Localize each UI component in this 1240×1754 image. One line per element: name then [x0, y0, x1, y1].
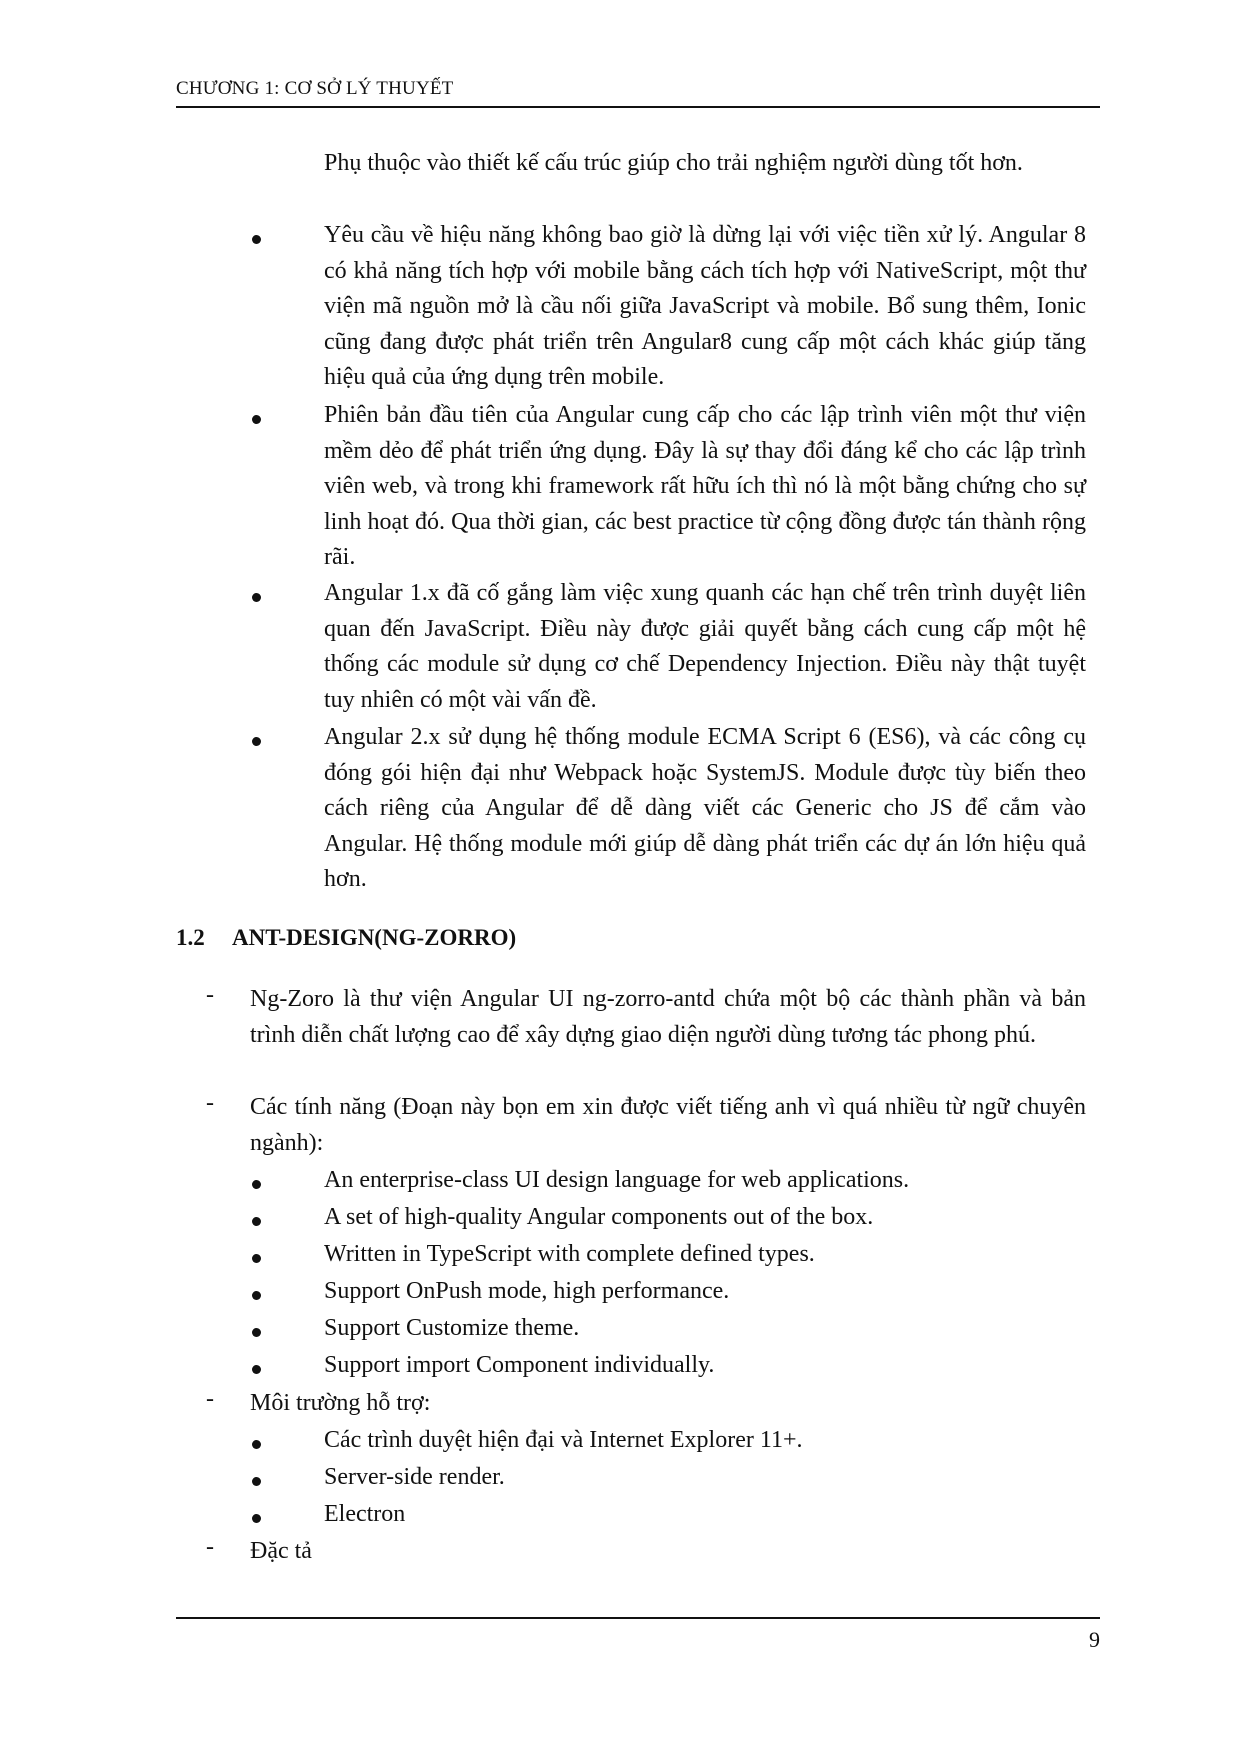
list-item: Yêu cầu về hiệu năng không bao giờ là dừng lại với việc tiền xử lý. Angular 8 có khả năng tích hợp với mobile bằng cách tích hợp với NativeScript, một thư viện mã nguồn mở là cầu nối giữa JavaScript và mobile. Bổ sung thêm, Ionic cũng đang được phát triển trên Angular8 cung cấp một cách khác giúp tăng hiệu quả của ứng dụng trên mobile.: [324, 222, 1086, 390]
bullet-icon: [252, 235, 261, 244]
bullet-icon: [252, 1328, 261, 1337]
bullet-icon: [252, 593, 261, 602]
section-title: ANT-DESIGN(NG-ZORRO): [232, 925, 517, 950]
continuation-paragraph: Phụ thuộc vào thiết kế cấu trúc giúp cho trải nghiệm người dùng tốt hơn.: [324, 150, 1023, 176]
list-item: Các trình duyệt hiện đại và Internet Explorer 11+.: [324, 1427, 803, 1453]
bullet-icon: [252, 1180, 261, 1189]
list-item: A set of high-quality Angular components out of the box.: [324, 1204, 874, 1230]
dash-item: Ng-Zoro là thư viện Angular UI ng-zorro-antd chứa một bộ các thành phần và bản trình diễn chất lượng cao để xây dựng giao diện người dùng tương tác phong phú.: [250, 986, 1086, 1048]
page-header: [176, 74, 1100, 108]
bullet-icon: [252, 1514, 261, 1523]
list-item: Phiên bản đầu tiên của Angular cung cấp cho các lập trình viên một thư viện mềm dẻo để phát triển ứng dụng. Đây là sự thay đổi đáng kể cho các lập trình viên web, và trong khi framework rất hữu ích thì nó là một bằng chứng cho sự linh hoạt đó. Qua thời gian, các best practice từ cộng đồng được tán thành rộng rãi.: [324, 402, 1086, 570]
dash-marker: -: [206, 1534, 214, 1560]
section-heading: [176, 925, 516, 951]
dash-item: Các tính năng (Đoạn này bọn em xin được viết tiếng anh vì quá nhiều từ ngữ chuyên ngành):: [250, 1094, 1086, 1156]
bullet-icon: [252, 1440, 261, 1449]
dash-item: Đặc tả: [250, 1538, 312, 1564]
list-item: Written in TypeScript with complete defined types.: [324, 1241, 815, 1267]
list-item: Support import Component individually.: [324, 1352, 715, 1378]
list-item: Server-side render.: [324, 1464, 505, 1490]
list-item: Support Customize theme.: [324, 1315, 580, 1341]
bullet-icon: [252, 737, 261, 746]
list-item: Support OnPush mode, high performance.: [324, 1278, 730, 1304]
bullet-icon: [252, 1254, 261, 1263]
page-number: 9: [1089, 1627, 1100, 1652]
dash-marker: -: [206, 1386, 214, 1412]
list-item: Angular 2.x sử dụng hệ thống module ECMA Script 6 (ES6), và các công cụ đóng gói hiện đại như Webpack hoặc SystemJS. Module được tùy biến theo cách riêng của Angular để dễ dàng viết các Generic cho JS để cắm vào Angular. Hệ thống module mới giúp dễ dàng phát triển các dự án lớn hiệu quả hơn.: [324, 724, 1086, 892]
section-number: 1.2: [176, 925, 205, 950]
bullet-icon: [252, 1217, 261, 1226]
dash-marker: -: [206, 1090, 214, 1116]
list-item: Angular 1.x đã cố gắng làm việc xung quanh các hạn chế trên trình duyệt liên quan đến JavaScript. Điều này được giải quyết bằng cách cung cấp một hệ thống các module sử dụng cơ chế Dependency Injection. Điều này thật tuyệt tuy nhiên có một vài vấn đề.: [324, 580, 1086, 713]
bullet-icon: [252, 1477, 261, 1486]
dash-marker: -: [206, 982, 214, 1008]
chapter-title: CHƯƠNG 1: CƠ SỞ LÝ THUYẾT: [176, 78, 454, 99]
bullet-icon: [252, 1365, 261, 1374]
footer-divider: [176, 1617, 1100, 1619]
bullet-icon: [252, 1291, 261, 1300]
dash-item: Môi trường hỗ trợ:: [250, 1390, 431, 1416]
bullet-icon: [252, 415, 261, 424]
list-item: An enterprise-class UI design language for web applications.: [324, 1167, 910, 1193]
list-item: Electron: [324, 1501, 406, 1527]
